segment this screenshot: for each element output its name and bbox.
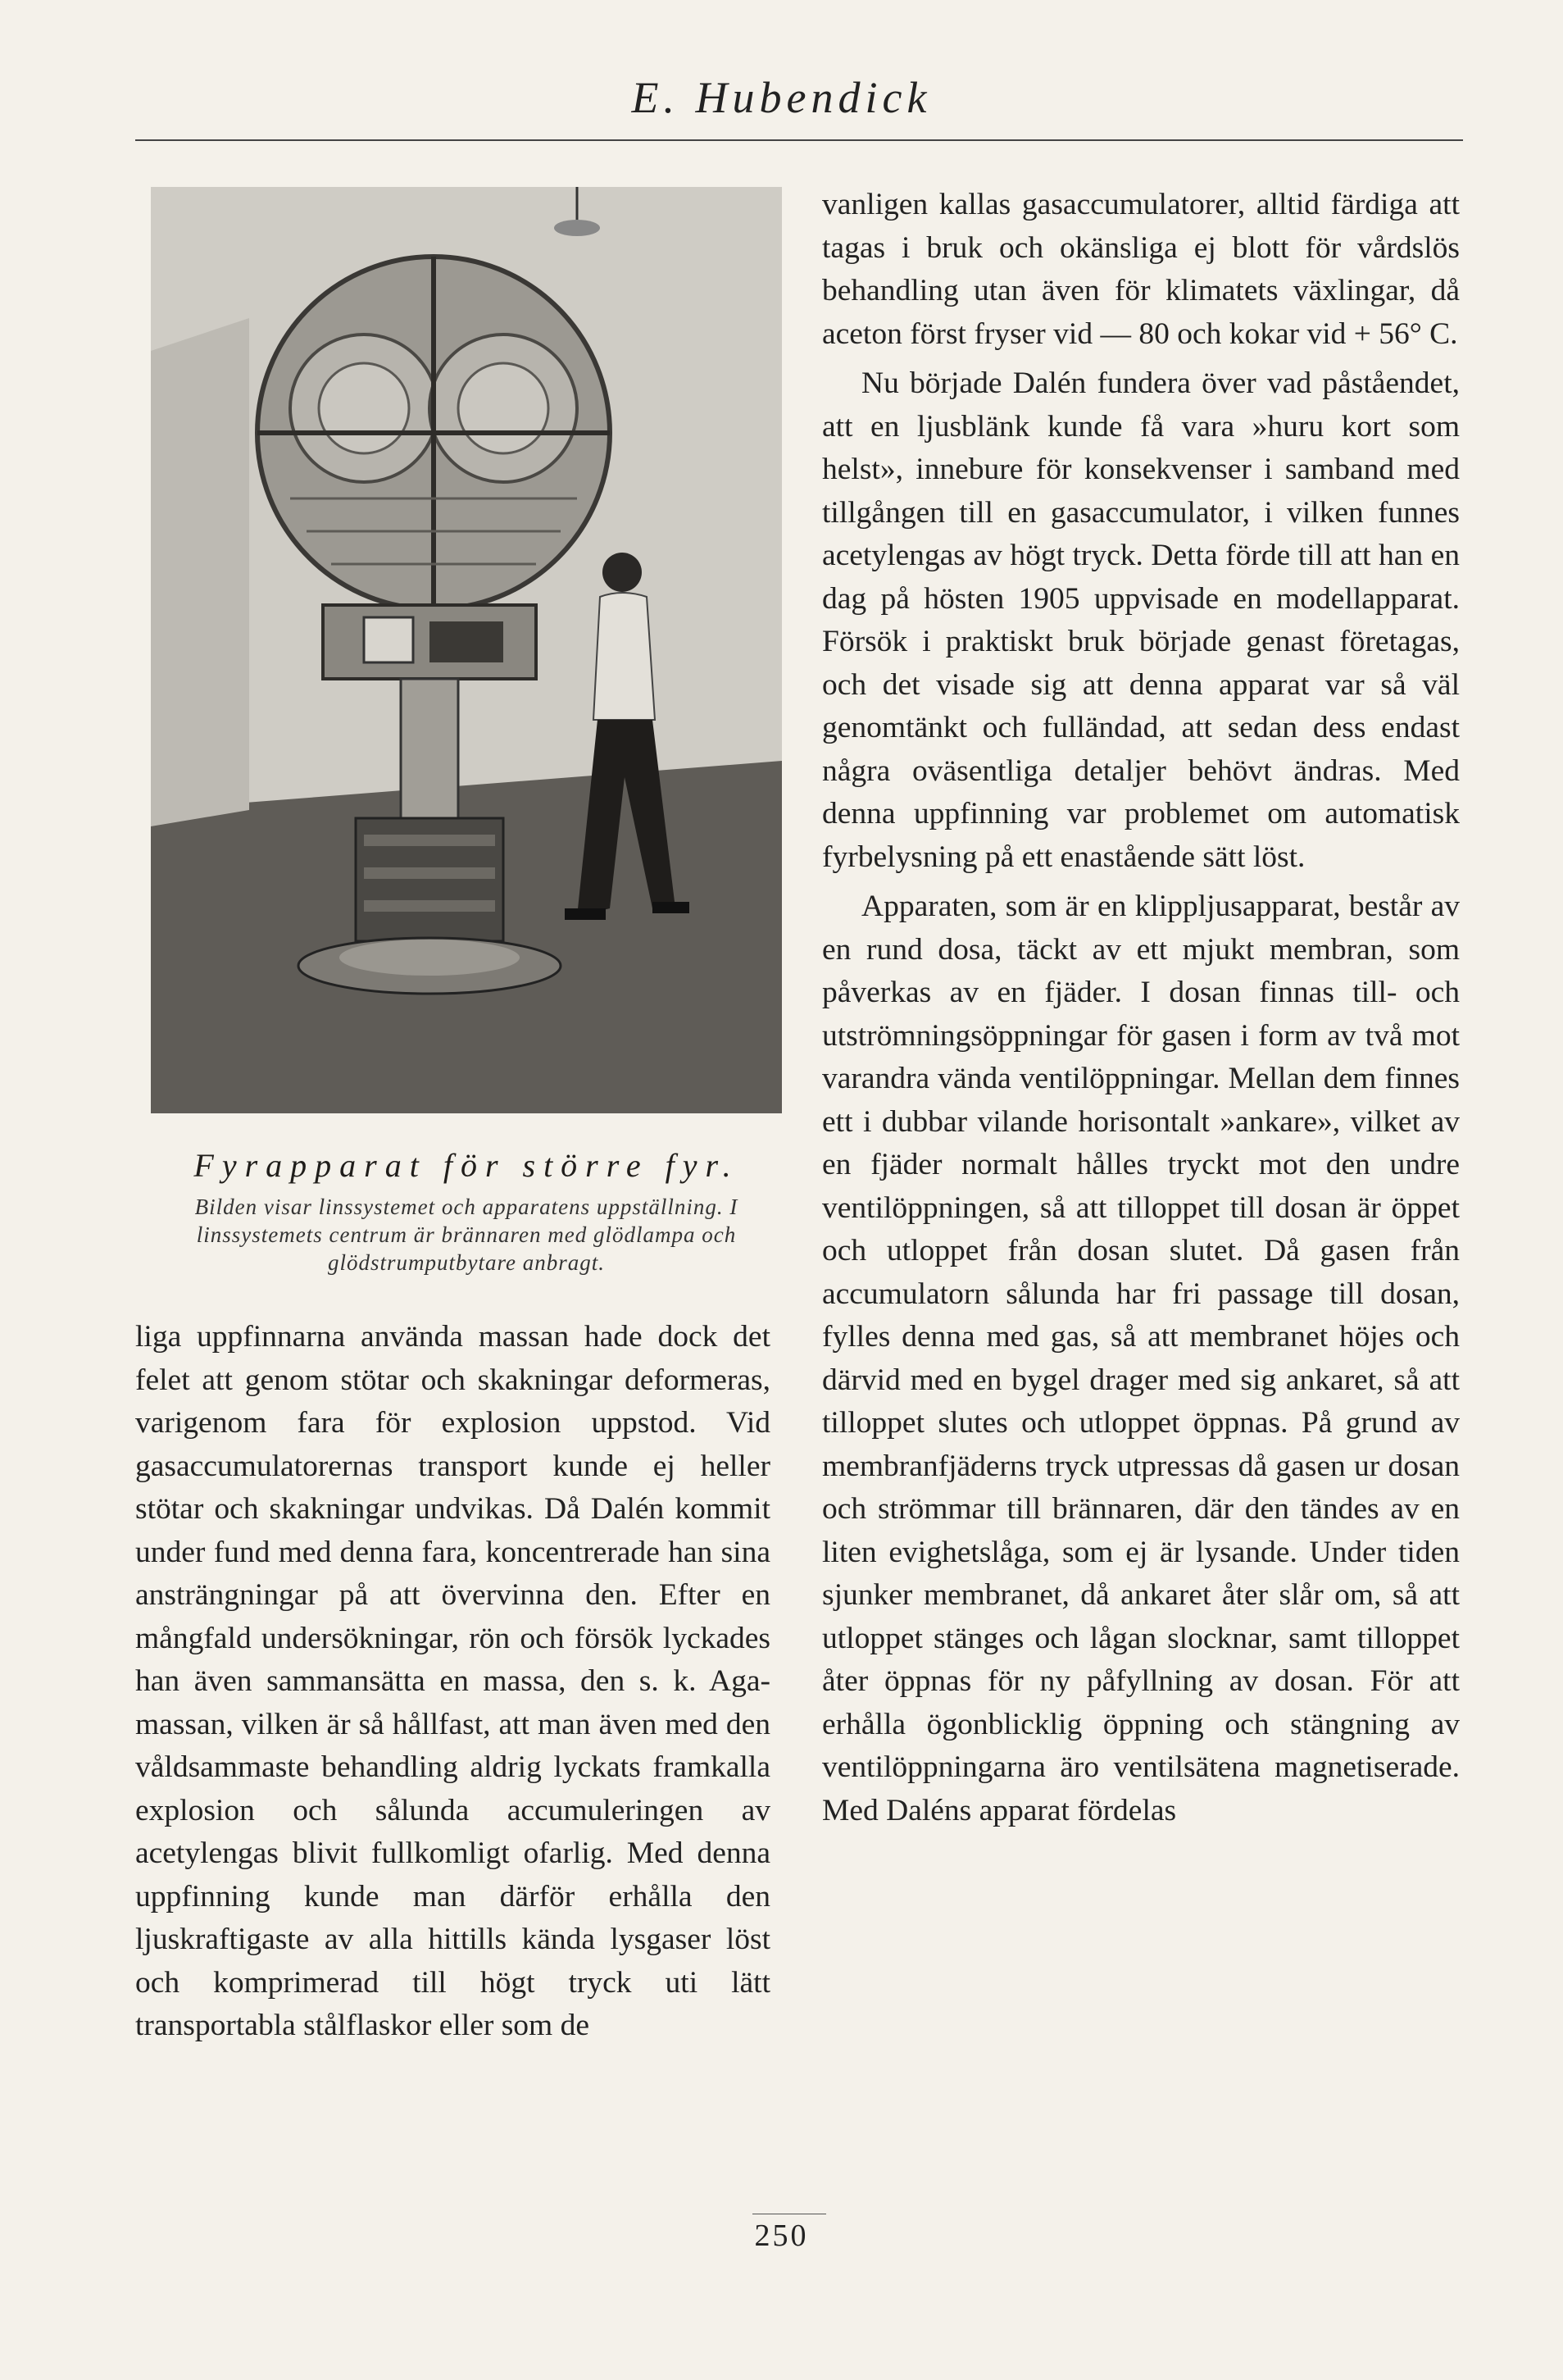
- figure-caption: [151, 1146, 782, 1276]
- header-rule: [135, 139, 1463, 141]
- paragraph: vanligen kallas gasaccumulatorer, alltid färdiga att tagas i bruk och okänsliga ej blott för vårdslös behandling utan även för klimatets växlingar, då aceton först fryser vid — 80 och kokar vid + 56° C.: [822, 188, 1460, 351]
- paragraph: Nu började Dalén fundera över vad påståendet, att en ljusblänk kunde få vara »huru kort som helst», innebure för konsekvenser i samband med tillgången till en gasaccumulator, i vilken funnes acetylengas av högt tryck. Detta förde till att han en dag på hösten 1905 uppvisade en modellapparat. Försök i praktiskt bruk började genast företagas, och det visade sig att denna apparat var så väl genomtänkt och fulländad, att sedan dess endast några oväsentliga detaljer behövt ändras. Med denna uppfinning var problemet om automatisk fyrbelysning på ett enastående sätt löst.: [822, 366, 1460, 874]
- page-number: 250: [754, 2218, 809, 2253]
- left-column: [135, 1316, 770, 2048]
- lighthouse-lens-photo: [151, 187, 782, 1113]
- figure-caption-text: Bilden visar linssystemet och apparatens uppställning. I linssystemets centrum är brännaren med glödlampa och glödstrumputbytare anbragt.: [194, 1195, 738, 1275]
- paragraph: Apparaten, som är en klippljusapparat, består av en rund dosa, täckt av ett mjukt membran, som påverkas av en fjäder. I dosan finnas till- och utströmningsöppningar för gasen i form av två mot varandra vända ventilöppningar. Mellan dem finnes ett i dubbar vilande horisontalt »ankare», vilket av en fjäder normalt hålles tryckt mot den undre ventilöppningen, så att tilloppet till dosan är öppet och utloppet från dosan slutet. Då gasen från accumulatorn sålunda har fri passage till dosan, fylles denna med gas, så att membranet höjes och därvid med en bygel drager med sig ankaret, så att tilloppet slutes och utloppet öppnas. På grund av membranfjäderns tryck utpressas då gasen ur dosan och strömmar till brännaren, där den tändes av en liten evighetslåga, som ej är lysande. Under tiden sjunker membranet, då ankaret åter slår om, så att utloppet stänges och lågan slocknar, samt tilloppet åter öppnas för ny påfyllning av dosan. För att erhålla ögonblicklig öppning och stängning av ventilöppningarna äro ventilsätena magnetiserade. Med Daléns apparat fördelas: [822, 890, 1460, 1827]
- right-column: [822, 184, 1460, 1832]
- running-title: E. Hubendick: [631, 73, 932, 122]
- paragraph: liga uppfinnarna använda massan hade dock det felet att genom stötar och skakningar deformeras, varigenom fara för explosion uppstod. Vid gasaccumulatorernas transport kunde ej heller stötar och skakningar undvikas. Då Dalén kommit under fund med denna fara, koncentrerade han sina ansträngningar på att övervinna den. Efter en mångfald undersökningar, rön och försök lyckades han även sammansätta en massa, den s. k. Aga-massan, vilken är så hållfast, att man även med den våldsammaste behandling aldrig lyckats framkalla explosion och sålunda accumuleringen av acetylengas blivit fullkomligt ofarlig. Med denna uppfinning kunde man därför erhålla den ljuskraftigaste av alla hittills kända lysgaser löst och komprimerad till högt tryck uti lätt transportabla stålflaskor eller som de: [135, 1320, 770, 2042]
- figure-title: Fyrapparat för större fyr.: [193, 1147, 739, 1184]
